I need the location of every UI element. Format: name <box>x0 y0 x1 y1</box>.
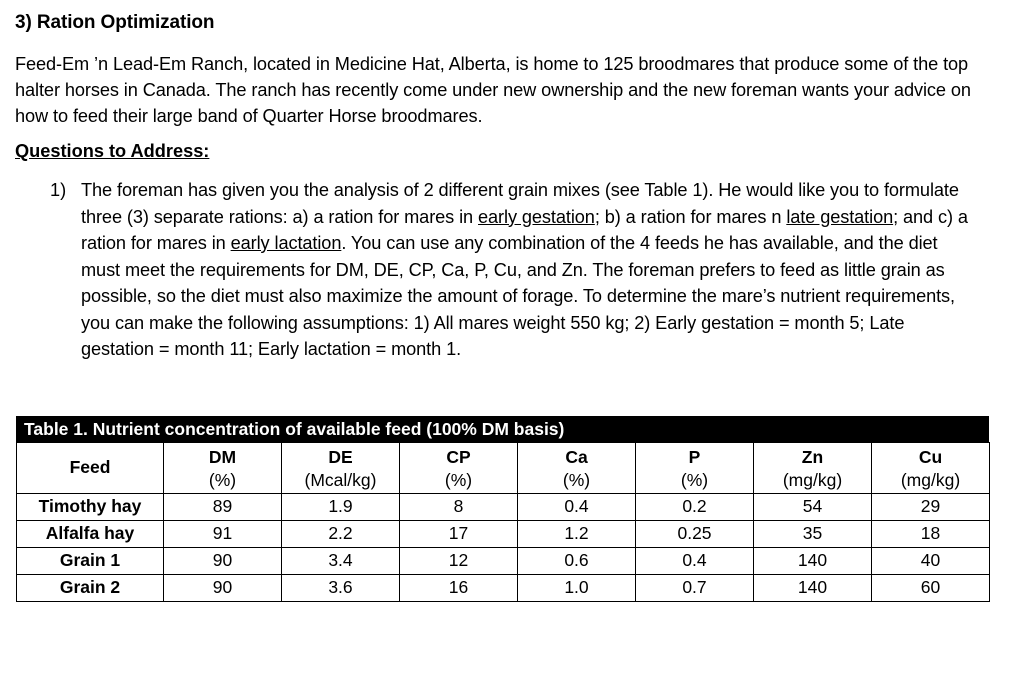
table-cell: 29 <box>872 493 990 520</box>
question-text-part: . You can use any combination of the 4 feeds he has available, and the diet must meet the requirements for DM, DE, CP, Ca, P, Cu, and Zn. The foreman prefers to feed as little grain as possible, so the diet must also maximize the amount of forage. To determine the mare’s nutrient requirements, you can make the following assumptions: 1) All mares weight 550 kg; 2) Early gestation = month 5; Late gestation = month 11; Early lactation = month 1. <box>81 233 955 359</box>
column-header-p: P <box>636 443 754 468</box>
table-cell: 0.4 <box>518 493 636 520</box>
table-cell: 90 <box>164 547 282 574</box>
table-cell: 0.7 <box>636 574 754 601</box>
feed-name: Alfalfa hay <box>17 520 164 547</box>
questions-heading: Questions to Address: <box>15 141 210 161</box>
table-cell: 16 <box>400 574 518 601</box>
question-text-part: ; b) a ration for mares n <box>594 206 787 227</box>
question-text-part: ; and c) a ration for mares in <box>81 206 968 253</box>
table-row <box>17 520 990 547</box>
column-header-dm: DM <box>164 443 282 468</box>
column-header-ca: Ca <box>518 443 636 468</box>
column-unit: (mg/kg) <box>872 468 990 494</box>
table-cell: 8 <box>400 493 518 520</box>
table-cell: 60 <box>872 574 990 601</box>
feed-name: Grain 1 <box>17 547 164 574</box>
column-header-de: DE <box>282 443 400 468</box>
question-text <box>81 177 981 363</box>
table-cell: 3.4 <box>282 547 400 574</box>
table-cell: 91 <box>164 520 282 547</box>
nutrient-table <box>16 416 989 602</box>
table-cell: 54 <box>754 493 872 520</box>
column-unit: (mg/kg) <box>754 468 872 494</box>
section-heading: 3) Ration Optimization <box>15 12 215 33</box>
column-unit: (Mcal/kg) <box>282 468 400 494</box>
column-unit: (%) <box>164 468 282 494</box>
feed-name: Timothy hay <box>17 493 164 520</box>
table-row <box>17 547 990 574</box>
column-header-zn: Zn <box>754 443 872 468</box>
table-cell: 2.2 <box>282 520 400 547</box>
intro-paragraph: Feed-Em ’n Lead-Em Ranch, located in Medicine Hat, Alberta, is home to 125 broodmares that produce some of the top halter horses in Canada. The ranch has recently come under new ownership and the new foreman wants your advice on how to feed their large band of Quarter Horse broodmares. <box>15 54 971 126</box>
table-cell: 35 <box>754 520 872 547</box>
question-number: 1) <box>50 180 67 200</box>
table-cell: 1.9 <box>282 493 400 520</box>
table-cell: 140 <box>754 574 872 601</box>
underlined-term-late-gestation: late gestation <box>786 206 894 227</box>
feed-name: Grain 2 <box>17 574 164 601</box>
column-unit: (%) <box>400 468 518 494</box>
table-caption: Table 1. Nutrient concentration of available feed (100% DM basis) <box>16 416 989 442</box>
column-header-cu: Cu <box>872 443 990 468</box>
table-row <box>17 574 990 601</box>
table-cell: 12 <box>400 547 518 574</box>
table-cell: 3.6 <box>282 574 400 601</box>
underlined-term-early-lactation: early lactation <box>230 233 342 253</box>
table-cell: 0.4 <box>636 547 754 574</box>
table-cell: 89 <box>164 493 282 520</box>
column-header-cp: CP <box>400 443 518 468</box>
table-row <box>17 493 990 520</box>
feed-column-header: Feed <box>17 443 164 494</box>
table-cell: 140 <box>754 547 872 574</box>
nutrient-grid <box>16 442 990 602</box>
table-cell: 0.6 <box>518 547 636 574</box>
column-unit: (%) <box>636 468 754 494</box>
table-cell: 90 <box>164 574 282 601</box>
table-cell: 40 <box>872 547 990 574</box>
table-cell: 1.0 <box>518 574 636 601</box>
underlined-term-early-gestation: early gestation <box>478 206 595 227</box>
table-cell: 1.2 <box>518 520 636 547</box>
table-cell: 0.25 <box>636 520 754 547</box>
table-cell: 0.2 <box>636 493 754 520</box>
table-cell: 17 <box>400 520 518 547</box>
question-text-part: The foreman has given you the analysis of 2 different grain mixes (see Table 1). He would like you to formulate three (3) separate rations: a) a ration for mares in <box>81 180 959 227</box>
column-unit: (%) <box>518 468 636 494</box>
table-cell: 18 <box>872 520 990 547</box>
